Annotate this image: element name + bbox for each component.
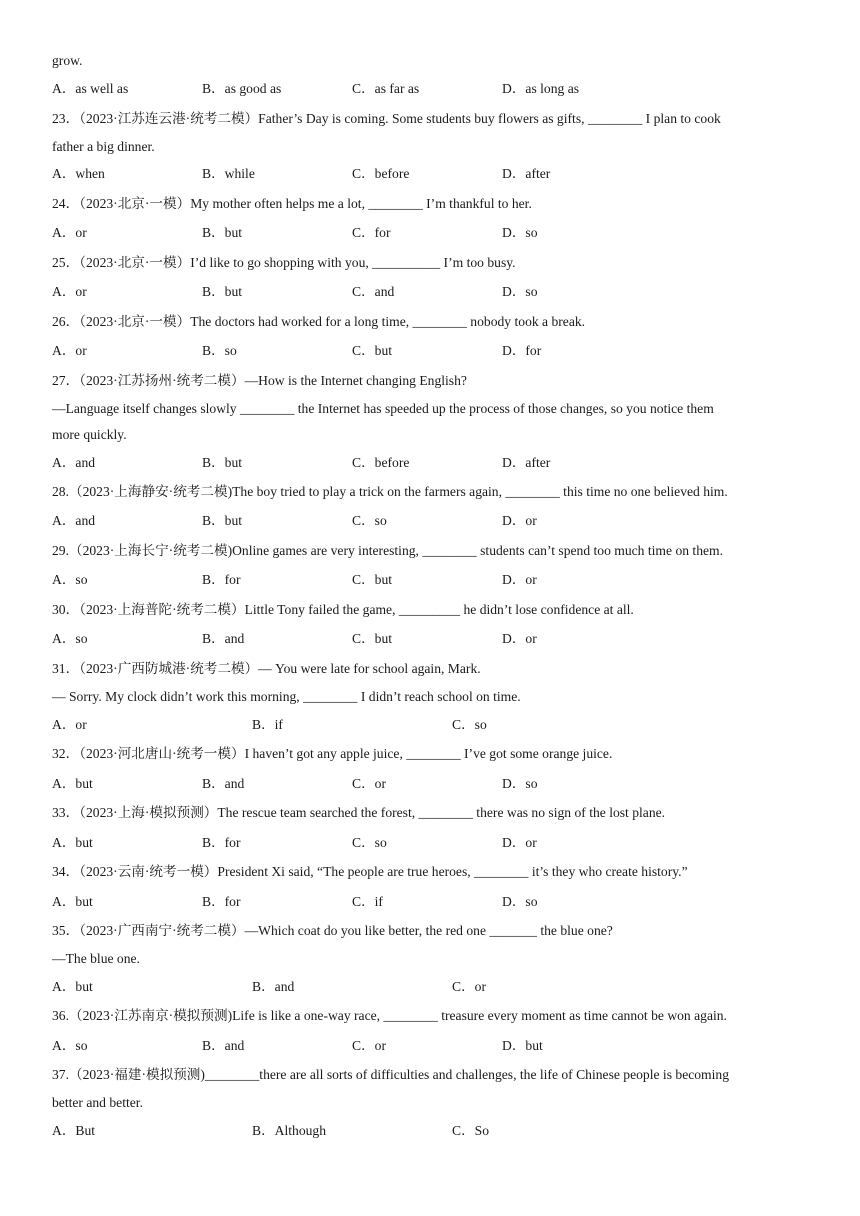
option-row	[52, 571, 822, 589]
option-b: B．but	[202, 284, 243, 299]
option-d: D．so	[502, 284, 538, 299]
option-b: B．but	[202, 455, 243, 470]
option-row	[52, 775, 822, 793]
option-b: B．for	[202, 572, 241, 587]
option-row	[52, 978, 822, 996]
question-text-line: 23．（2023·江苏连云港·统考二模）Father’s Day is coming. Some students buy flowers as gifts, ________ I plan to cook	[52, 111, 721, 126]
option-d: D．or	[502, 835, 537, 850]
option-b: B．and	[202, 631, 245, 646]
option-d: D．so	[502, 225, 538, 240]
question-text-line: 31．（2023·广西防城港·统考二模）— You were late for school again, Mark.	[52, 661, 481, 676]
option-a: A．but	[52, 979, 93, 994]
question-text-line: 30．（2023·上海普陀·统考二模）Little Tony failed the game, _________ he didn’t lose confidence at all.	[52, 602, 634, 617]
option-c: C．or	[452, 979, 486, 994]
option-d: D．so	[502, 894, 538, 909]
question-text-line: —The blue one.	[52, 951, 140, 966]
question-text-line: 28.（2023·上海静安·统考二模)The boy tried to play a trick on the farmers again, ________ this time no one believed him.	[52, 484, 728, 499]
option-c: C．but	[352, 631, 393, 646]
option-row	[52, 893, 822, 911]
question-text-line: — Sorry. My clock didn’t work this morning, ________ I didn’t reach school on time.	[52, 689, 521, 704]
option-row	[52, 342, 822, 360]
question-text-line: 36.（2023·江苏南京·模拟预测)Life is like a one-way race, ________ treasure every moment as time cannot be won again.	[52, 1008, 727, 1023]
option-d: D．after	[502, 166, 551, 181]
option-d: D．for	[502, 343, 542, 358]
option-row	[52, 1037, 822, 1055]
option-row	[52, 1122, 822, 1140]
option-b: B．so	[202, 343, 237, 358]
question-text-line: 34．（2023·云南·统考一模）President Xi said, “The people are true heroes, ________ it’s they who create history.”	[52, 864, 688, 879]
option-c: C．before	[352, 455, 410, 470]
question-text-line: father a big dinner.	[52, 139, 155, 154]
option-a: A．so	[52, 572, 88, 587]
option-b: B．and	[202, 1038, 245, 1053]
question-text-line: 27．（2023·江苏扬州·统考二模）—How is the Internet changing English?	[52, 373, 467, 388]
option-c: C．but	[352, 572, 393, 587]
option-row	[52, 454, 822, 472]
option-c: C．so	[352, 513, 387, 528]
question-text-line: grow.	[52, 53, 83, 68]
option-d: D．so	[502, 776, 538, 791]
option-c: C．So	[452, 1123, 490, 1138]
question-text-line: better and better.	[52, 1095, 143, 1110]
option-d: D．or	[502, 572, 537, 587]
option-c: C．or	[352, 776, 386, 791]
option-d: D．or	[502, 631, 537, 646]
option-b: B．and	[202, 776, 245, 791]
question-text-line: 35．（2023·广西南宁·统考二模）—Which coat do you like better, the red one _______ the blue one?	[52, 923, 613, 938]
question-text-line: —Language itself changes slowly ________ the Internet has speeded up the process of those changes, so you notice them	[52, 401, 714, 416]
option-b: B．Although	[252, 1123, 327, 1138]
option-d: D．after	[502, 455, 551, 470]
option-a: A．But	[52, 1123, 96, 1138]
option-b: B．but	[202, 513, 243, 528]
option-row	[52, 165, 822, 183]
option-row	[52, 80, 822, 98]
option-row	[52, 630, 822, 648]
option-b: B．if	[252, 717, 283, 732]
option-a: A．so	[52, 1038, 88, 1053]
option-a: A．or	[52, 225, 87, 240]
option-b: B．while	[202, 166, 255, 181]
option-c: C．as far as	[352, 81, 420, 96]
option-a: A．so	[52, 631, 88, 646]
option-row	[52, 716, 822, 734]
option-row	[52, 224, 822, 242]
question-text-line: 25．（2023·北京·一模）I’d like to go shopping with you, __________ I’m too busy.	[52, 255, 516, 270]
option-a: A．or	[52, 717, 87, 732]
option-b: B．but	[202, 225, 243, 240]
option-c: C．but	[352, 343, 393, 358]
option-c: C．so	[352, 835, 387, 850]
question-text-line: 37.（2023·福建·模拟预测)________there are all sorts of difficulties and challenges, the life of Chinese people is becoming	[52, 1067, 730, 1082]
option-a: A．as well as	[52, 81, 129, 96]
option-b: B．as good as	[202, 81, 282, 96]
option-a: A．but	[52, 835, 93, 850]
option-row	[52, 834, 822, 852]
option-c: C．for	[352, 225, 391, 240]
question-text-line: 33．（2023·上海·模拟预测）The rescue team searched the forest, ________ there was no sign of the lost plane.	[52, 805, 666, 820]
option-d: D．or	[502, 513, 537, 528]
option-c: C．if	[352, 894, 383, 909]
option-d: D．but	[502, 1038, 543, 1053]
option-d: D．as long as	[502, 81, 580, 96]
option-c: C．or	[352, 1038, 386, 1053]
question-text-line: 32．（2023·河北唐山·统考一模）I haven’t got any apple juice, ________ I’ve got some orange juice.	[52, 746, 613, 761]
option-a: A．but	[52, 894, 93, 909]
option-b: B．and	[252, 979, 295, 994]
option-a: A．and	[52, 455, 96, 470]
option-a: A．or	[52, 284, 87, 299]
question-text-line: 24．（2023·北京·一模）My mother often helps me a lot, ________ I’m thankful to her.	[52, 196, 532, 211]
question-text-line: 29.（2023·上海长宁·统考二模)Online games are very interesting, ________ students can’t spend too much time on them.	[52, 543, 724, 558]
option-a: A．or	[52, 343, 87, 358]
option-b: B．for	[202, 835, 241, 850]
question-text-line: 26．（2023·北京·一模）The doctors had worked for a long time, ________ nobody took a break.	[52, 314, 586, 329]
option-a: A．but	[52, 776, 93, 791]
option-c: C．and	[352, 284, 395, 299]
option-a: A．when	[52, 166, 105, 181]
option-c: C．so	[452, 717, 487, 732]
option-a: A．and	[52, 513, 96, 528]
option-row	[52, 283, 822, 301]
option-c: C．before	[352, 166, 410, 181]
question-text-line: more quickly.	[52, 427, 127, 442]
option-b: B．for	[202, 894, 241, 909]
option-row	[52, 512, 822, 530]
